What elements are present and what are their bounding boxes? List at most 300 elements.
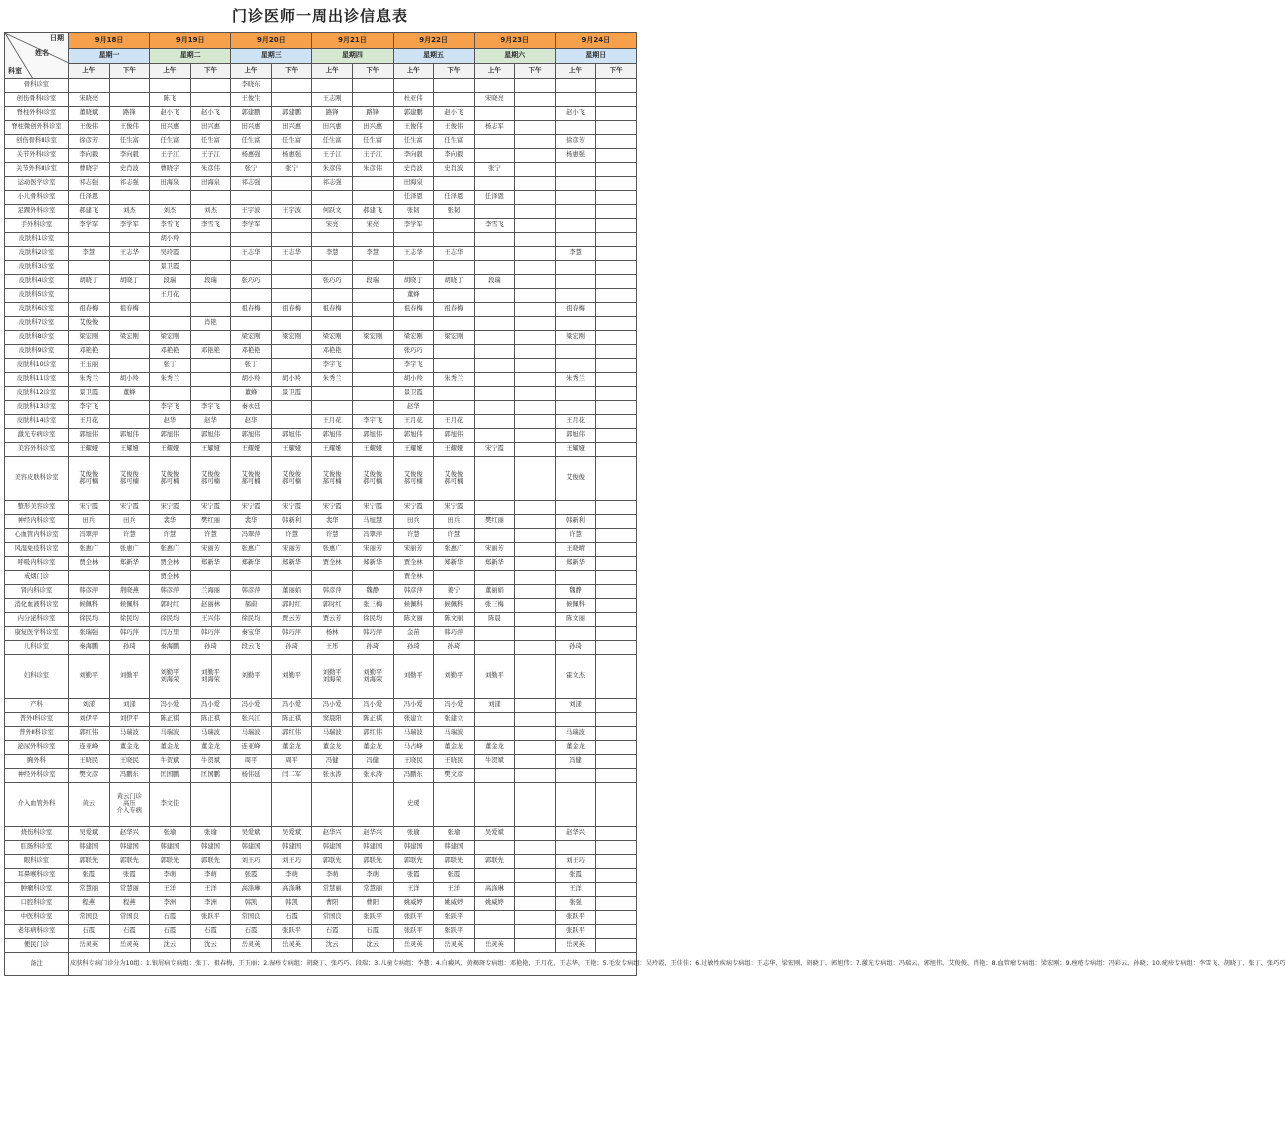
doctor-cell bbox=[515, 289, 556, 303]
doctor-cell: 宋宁霞 bbox=[312, 501, 353, 515]
table-row bbox=[5, 219, 637, 233]
doctor-cell bbox=[474, 303, 515, 317]
doctor-cell: 王耀娅 bbox=[231, 443, 272, 457]
date-header: 9月22日 bbox=[393, 33, 474, 49]
doctor-cell bbox=[555, 191, 596, 205]
doctor-cell: 赵丽林 bbox=[190, 599, 231, 613]
doctor-cell: 郭联先 bbox=[352, 855, 393, 869]
doctor-cell: 岳灵英 bbox=[109, 939, 150, 953]
doctor-name-line: 郝可楠 bbox=[119, 477, 139, 485]
doctor-cell: 景卫霞 bbox=[271, 387, 312, 401]
department-name: 整形美容诊室 bbox=[5, 501, 69, 515]
doctor-name-line: 郝可楠 bbox=[241, 477, 261, 485]
doctor-cell: 韩建国 bbox=[69, 841, 110, 855]
doctor-cell: 王晓民 bbox=[109, 755, 150, 769]
doctor-cell: 李晓东 bbox=[231, 79, 272, 93]
schedule-table bbox=[4, 32, 1286, 976]
doctor-cell: 王耀娅 bbox=[109, 443, 150, 457]
doctor-cell: 韩建国 bbox=[312, 841, 353, 855]
corner-name-label: 姓名 bbox=[35, 49, 49, 57]
doctor-cell bbox=[434, 261, 475, 275]
doctor-name-line: 高压 bbox=[123, 800, 136, 808]
doctor-cell: 陈文丽 bbox=[434, 613, 475, 627]
doctor-cell: 张永涛 bbox=[312, 769, 353, 783]
doctor-cell bbox=[596, 401, 637, 415]
table-row bbox=[5, 713, 637, 727]
doctor-cell bbox=[474, 373, 515, 387]
doctor-cell: 董金龙 bbox=[555, 741, 596, 755]
doctor-cell: 刘勤平 bbox=[109, 655, 150, 699]
doctor-cell: 冯翠萍 bbox=[231, 529, 272, 543]
doctor-cell: 常国良 bbox=[69, 911, 110, 925]
doctor-cell: 张强 bbox=[555, 897, 596, 911]
doctor-cell bbox=[596, 317, 637, 331]
doctor-cell: 许慧 bbox=[150, 529, 191, 543]
doctor-cell: 王月花 bbox=[393, 415, 434, 429]
doctor-cell bbox=[352, 303, 393, 317]
doctor-cell: 沈云 bbox=[190, 939, 231, 953]
doctor-cell: 郭旭伟 bbox=[190, 429, 231, 443]
doctor-cell: 刘杰 bbox=[109, 205, 150, 219]
doctor-cell: 景卫霞 bbox=[69, 387, 110, 401]
doctor-cell: 郑新华 bbox=[352, 557, 393, 571]
doctor-cell: 韩彦萍 bbox=[69, 585, 110, 599]
doctor-cell: 张跃平 bbox=[555, 925, 596, 939]
doctor-cell: 任生富 bbox=[231, 135, 272, 149]
doctor-cell: 霍文杰 bbox=[555, 655, 596, 699]
doctor-cell: 宋宁霞 bbox=[231, 501, 272, 515]
doctor-cell bbox=[596, 755, 637, 769]
doctor-cell: 李萌 bbox=[190, 869, 231, 883]
doctor-cell bbox=[231, 571, 272, 585]
doctor-cell bbox=[190, 233, 231, 247]
doctor-cell: 刘勤平 bbox=[434, 655, 475, 699]
doctor-cell: 李学军 bbox=[109, 219, 150, 233]
doctor-cell bbox=[352, 191, 393, 205]
doctor-cell: 秦海鹏 bbox=[150, 641, 191, 655]
doctor-cell: 张丁 bbox=[231, 359, 272, 373]
doctor-cell: 许慧 bbox=[312, 529, 353, 543]
date-header: 9月24日 bbox=[555, 33, 636, 49]
doctor-cell: 宋宁霞 bbox=[352, 501, 393, 515]
doctor-cell: 祖春梅 bbox=[271, 303, 312, 317]
doctor-cell: 韩巧萍 bbox=[190, 627, 231, 641]
doctor-cell: 曹阳 bbox=[352, 897, 393, 911]
doctor-cell: 马瑞波 bbox=[190, 727, 231, 741]
department-name: 普外Ⅱ科诊室 bbox=[5, 727, 69, 741]
doctor-cell: 王洋 bbox=[393, 883, 434, 897]
doctor-cell: 李学军 bbox=[69, 219, 110, 233]
department-name: 戒烟门诊 bbox=[5, 571, 69, 585]
doctor-cell: 裴华 bbox=[231, 515, 272, 529]
doctor-cell bbox=[515, 387, 556, 401]
doctor-cell: 朱秀兰 bbox=[150, 373, 191, 387]
doctor-cell: 宋宁霞 bbox=[109, 501, 150, 515]
doctor-cell: 韩巧萍 bbox=[434, 627, 475, 641]
doctor-cell: 孙琦 bbox=[271, 641, 312, 655]
doctor-cell bbox=[596, 79, 637, 93]
date-header: 9月23日 bbox=[474, 33, 555, 49]
doctor-name-line: 郝可楠 bbox=[322, 477, 342, 485]
doctor-cell: 李向毅 bbox=[434, 149, 475, 163]
doctor-cell: 王志华 bbox=[271, 247, 312, 261]
doctor-cell: 宋晓亮 bbox=[474, 93, 515, 107]
doctor-cell bbox=[515, 855, 556, 869]
doctor-name-line: 郝可楠 bbox=[201, 477, 220, 485]
doctor-cell bbox=[312, 191, 353, 205]
doctor-cell bbox=[352, 289, 393, 303]
department-name: 产科 bbox=[5, 699, 69, 713]
doctor-cell: 李学军 bbox=[231, 219, 272, 233]
doctor-cell bbox=[434, 93, 475, 107]
doctor-cell bbox=[515, 529, 556, 543]
doctor-cell: 郭旭伟 bbox=[555, 429, 596, 443]
doctor-cell bbox=[109, 289, 150, 303]
doctor-cell: 韩建国 bbox=[150, 841, 191, 855]
doctor-cell bbox=[434, 177, 475, 191]
doctor-cell: 祁志强 bbox=[69, 177, 110, 191]
doctor-cell bbox=[474, 529, 515, 543]
doctor-cell bbox=[596, 247, 637, 261]
department-name: 皮肤科14诊室 bbox=[5, 415, 69, 429]
doctor-cell bbox=[393, 317, 434, 331]
doctor-cell: 段瑞 bbox=[352, 275, 393, 289]
table-row bbox=[5, 783, 637, 827]
doctor-cell bbox=[312, 317, 353, 331]
department-name: 内分泌科诊室 bbox=[5, 613, 69, 627]
table-row bbox=[5, 121, 637, 135]
doctor-cell bbox=[109, 359, 150, 373]
doctor-cell: 祖春梅 bbox=[69, 303, 110, 317]
doctor-cell bbox=[312, 233, 353, 247]
department-name: 肛肠科诊室 bbox=[5, 841, 69, 855]
doctor-cell: 裴华 bbox=[312, 515, 353, 529]
doctor-cell bbox=[596, 443, 637, 457]
doctor-cell: 刘漾 bbox=[555, 699, 596, 713]
table-row bbox=[5, 415, 637, 429]
doctor-cell bbox=[515, 769, 556, 783]
doctor-cell: 董金龙 bbox=[474, 741, 515, 755]
doctor-cell: 杨伟延 bbox=[231, 769, 272, 783]
doctor-cell: 梁宏刚 bbox=[69, 331, 110, 345]
am-header: 上午 bbox=[231, 64, 272, 79]
doctor-cell: 景卫霞 bbox=[393, 387, 434, 401]
doctor-cell: 闫万里 bbox=[150, 627, 191, 641]
ampm-header-row bbox=[5, 64, 637, 79]
doctor-cell: 王耀娅 bbox=[352, 443, 393, 457]
doctor-cell: 路锋 bbox=[312, 107, 353, 121]
doctor-cell: 郑新华 bbox=[474, 557, 515, 571]
doctor-cell: 冯小爱 bbox=[231, 699, 272, 713]
doctor-cell: 王耀娅 bbox=[271, 443, 312, 457]
table-row bbox=[5, 501, 637, 515]
department-name: 耳鼻喉科诊室 bbox=[5, 869, 69, 883]
doctor-cell: 张跃平 bbox=[393, 911, 434, 925]
date-header: 9月19日 bbox=[150, 33, 231, 49]
doctor-cell: 孙琦 bbox=[393, 641, 434, 655]
doctor-cell bbox=[515, 727, 556, 741]
doctor-cell bbox=[555, 769, 596, 783]
table-row bbox=[5, 275, 637, 289]
am-header: 上午 bbox=[474, 64, 515, 79]
doctor-cell: 李宇飞 bbox=[352, 415, 393, 429]
doctor-cell: 张建立 bbox=[393, 713, 434, 727]
department-name: 介入血管外科 bbox=[5, 783, 69, 827]
doctor-cell: 裴华 bbox=[150, 515, 191, 529]
doctor-cell: 宋宁霞 bbox=[434, 501, 475, 515]
doctor-cell: 任泽恩 bbox=[69, 191, 110, 205]
doctor-cell: 刘漾 bbox=[109, 699, 150, 713]
pm-header: 下午 bbox=[352, 64, 393, 79]
doctor-cell: 王志华 bbox=[109, 247, 150, 261]
table-row bbox=[5, 429, 637, 443]
doctor-cell bbox=[109, 261, 150, 275]
doctor-cell: 吴玲霞 bbox=[150, 247, 191, 261]
doctor-cell: 王耀娅 bbox=[434, 443, 475, 457]
doctor-cell: 张丁 bbox=[150, 359, 191, 373]
doctor-cell: 陈正祺 bbox=[271, 713, 312, 727]
doctor-cell: 韩凯 bbox=[271, 897, 312, 911]
doctor-cell bbox=[596, 93, 637, 107]
doctor-cell bbox=[515, 627, 556, 641]
doctor-cell: 曹阳 bbox=[312, 897, 353, 911]
date-header: 9月20日 bbox=[231, 33, 312, 49]
doctor-cell: 郭联先 bbox=[474, 855, 515, 869]
department-name: 妇科诊室 bbox=[5, 655, 69, 699]
doctor-cell: 岳灵英 bbox=[271, 939, 312, 953]
doctor-cell: 郭联先 bbox=[190, 855, 231, 869]
doctor-cell bbox=[474, 769, 515, 783]
doctor-cell bbox=[515, 783, 556, 827]
doctor-cell: 董金龙 bbox=[352, 741, 393, 755]
doctor-cell bbox=[555, 219, 596, 233]
doctor-cell bbox=[515, 135, 556, 149]
doctor-cell bbox=[434, 317, 475, 331]
doctor-cell bbox=[515, 149, 556, 163]
doctor-cell: 张霞 bbox=[69, 869, 110, 883]
doctor-cell: 郑新华 bbox=[231, 557, 272, 571]
doctor-cell: 郭建鹏 bbox=[393, 107, 434, 121]
doctor-cell bbox=[190, 79, 231, 93]
doctor-cell: 李文佳 bbox=[150, 783, 191, 827]
doctor-cell: 魏静 bbox=[555, 585, 596, 599]
department-name: 创伤骨科Ⅱ诊室 bbox=[5, 135, 69, 149]
doctor-cell bbox=[515, 79, 556, 93]
doctor-cell: 郭旭伟 bbox=[352, 429, 393, 443]
doctor-cell bbox=[109, 457, 150, 501]
doctor-cell bbox=[596, 599, 637, 613]
doctor-cell bbox=[596, 415, 637, 429]
doctor-cell: 邓艳艳 bbox=[69, 345, 110, 359]
doctor-cell bbox=[474, 869, 515, 883]
doctor-cell: 吴爱斌 bbox=[231, 827, 272, 841]
doctor-cell: 祖春梅 bbox=[434, 303, 475, 317]
doctor-cell: 匡国鹏 bbox=[150, 769, 191, 783]
doctor-cell: 宋亮 bbox=[352, 219, 393, 233]
doctor-cell bbox=[555, 345, 596, 359]
doctor-cell: 郭时红 bbox=[312, 599, 353, 613]
doctor-cell: 周平 bbox=[271, 755, 312, 769]
doctor-cell: 陈文丽 bbox=[393, 613, 434, 627]
doctor-cell bbox=[271, 79, 312, 93]
doctor-cell: 韩新利 bbox=[555, 515, 596, 529]
doctor-cell: 候佩科 bbox=[393, 599, 434, 613]
doctor-cell: 宋丽芳 bbox=[190, 543, 231, 557]
doctor-cell bbox=[231, 233, 272, 247]
doctor-cell: 朱秀兰 bbox=[312, 373, 353, 387]
doctor-cell bbox=[474, 247, 515, 261]
table-row bbox=[5, 191, 637, 205]
doctor-cell bbox=[596, 275, 637, 289]
department-name: 皮肤科13诊室 bbox=[5, 401, 69, 415]
doctor-cell bbox=[515, 557, 556, 571]
doctor-cell: 常慧丽 bbox=[109, 883, 150, 897]
doctor-cell: 石霞 bbox=[150, 925, 191, 939]
doctor-cell bbox=[596, 191, 637, 205]
doctor-cell: 梁宏刚 bbox=[271, 331, 312, 345]
doctor-cell: 张巧巧 bbox=[231, 275, 272, 289]
doctor-cell: 贾全林 bbox=[150, 557, 191, 571]
doctor-cell: 韩建国 bbox=[434, 841, 475, 855]
corner-date-label: 日期 bbox=[50, 34, 64, 42]
doctor-cell bbox=[271, 401, 312, 415]
doctor-cell bbox=[434, 345, 475, 359]
department-name: 肿瘤科诊室 bbox=[5, 883, 69, 897]
doctor-cell: 候佩科 bbox=[109, 599, 150, 613]
doctor-cell bbox=[231, 261, 272, 275]
doctor-cell bbox=[596, 107, 637, 121]
doctor-cell: 田兴惠 bbox=[312, 121, 353, 135]
doctor-cell bbox=[474, 501, 515, 515]
doctor-cell bbox=[515, 457, 556, 501]
doctor-cell bbox=[474, 177, 515, 191]
doctor-cell bbox=[474, 401, 515, 415]
doctor-cell bbox=[231, 289, 272, 303]
doctor-cell: 郑新华 bbox=[555, 557, 596, 571]
doctor-cell bbox=[109, 783, 150, 827]
doctor-cell: 马瑞波 bbox=[393, 727, 434, 741]
doctor-cell: 岳灵英 bbox=[69, 939, 110, 953]
doctor-cell: 郭旭伟 bbox=[150, 429, 191, 443]
doctor-cell bbox=[474, 261, 515, 275]
doctor-cell: 徐民均 bbox=[352, 613, 393, 627]
doctor-name-line: 郝可楠 bbox=[363, 477, 383, 485]
doctor-cell: 王子江 bbox=[312, 149, 353, 163]
doctor-cell: 李向毅 bbox=[69, 149, 110, 163]
doctor-cell: 史肖波 bbox=[109, 163, 150, 177]
doctor-cell: 刘漾 bbox=[474, 699, 515, 713]
doctor-cell bbox=[596, 529, 637, 543]
table-row bbox=[5, 163, 637, 177]
doctor-cell bbox=[109, 191, 150, 205]
doctor-cell: 岳灵英 bbox=[555, 939, 596, 953]
doctor-cell bbox=[474, 641, 515, 655]
doctor-name-line: 刘勤平 bbox=[322, 668, 342, 676]
doctor-cell bbox=[271, 93, 312, 107]
doctor-cell: 韩凯 bbox=[231, 897, 272, 911]
doctor-cell: 宋晓亮 bbox=[69, 93, 110, 107]
doctor-cell: 郭时红 bbox=[150, 599, 191, 613]
doctor-cell: 张瑜 bbox=[393, 827, 434, 841]
table-row bbox=[5, 911, 637, 925]
pm-header: 下午 bbox=[434, 64, 475, 79]
doctor-cell: 石霞 bbox=[69, 925, 110, 939]
doctor-cell: 常慧丽 bbox=[352, 883, 393, 897]
doctor-cell: 杨惠强 bbox=[231, 149, 272, 163]
department-name: 皮肤科7诊室 bbox=[5, 317, 69, 331]
doctor-cell bbox=[109, 345, 150, 359]
doctor-cell bbox=[555, 275, 596, 289]
doctor-cell: 梁宏刚 bbox=[231, 331, 272, 345]
doctor-cell bbox=[271, 275, 312, 289]
doctor-cell: 张三梅 bbox=[352, 599, 393, 613]
doctor-cell: 韩巧萍 bbox=[352, 627, 393, 641]
doctor-name-line: 刘勤平 bbox=[201, 668, 220, 676]
doctor-cell: 匡国鹏 bbox=[190, 769, 231, 783]
doctor-cell: 张三梅 bbox=[474, 599, 515, 613]
doctor-cell bbox=[555, 177, 596, 191]
doctor-cell bbox=[515, 599, 556, 613]
doctor-cell bbox=[555, 121, 596, 135]
doctor-cell: 张巧巧 bbox=[312, 275, 353, 289]
doctor-cell bbox=[69, 261, 110, 275]
doctor-cell: 杜亚伟 bbox=[393, 93, 434, 107]
doctor-cell: 马瑞波 bbox=[312, 727, 353, 741]
doctor-cell bbox=[596, 585, 637, 599]
doctor-cell bbox=[596, 289, 637, 303]
doctor-cell bbox=[596, 557, 637, 571]
doctor-cell: 石霞 bbox=[109, 925, 150, 939]
doctor-cell: 田兵 bbox=[393, 515, 434, 529]
doctor-cell: 李洲 bbox=[150, 897, 191, 911]
doctor-cell: 史肖波 bbox=[434, 163, 475, 177]
doctor-cell: 郭红伟 bbox=[69, 727, 110, 741]
doctor-cell bbox=[515, 543, 556, 557]
doctor-cell: 岳灵英 bbox=[231, 939, 272, 953]
doctor-cell: 赵华兴 bbox=[555, 827, 596, 841]
doctor-cell bbox=[150, 655, 191, 699]
doctor-cell bbox=[271, 289, 312, 303]
doctor-cell: 祁志强 bbox=[231, 177, 272, 191]
doctor-cell: 祖春梅 bbox=[109, 303, 150, 317]
doctor-cell: 姜宁 bbox=[434, 585, 475, 599]
doctor-name-line: 刘海荣 bbox=[322, 675, 342, 683]
doctor-cell: 李萌 bbox=[352, 869, 393, 883]
doctor-cell bbox=[190, 655, 231, 699]
doctor-cell bbox=[352, 457, 393, 501]
doctor-cell bbox=[555, 783, 596, 827]
table-row bbox=[5, 303, 637, 317]
doctor-cell: 祖春梅 bbox=[555, 303, 596, 317]
doctor-cell: 王志刚 bbox=[312, 93, 353, 107]
doctor-cell: 张惠广 bbox=[231, 543, 272, 557]
doctor-cell: 樊文彦 bbox=[434, 769, 475, 783]
doctor-cell: 许慧 bbox=[271, 529, 312, 543]
doctor-cell bbox=[190, 303, 231, 317]
doctor-cell bbox=[596, 457, 637, 501]
department-name: 皮肤科8诊室 bbox=[5, 331, 69, 345]
doctor-cell bbox=[434, 289, 475, 303]
table-row bbox=[5, 883, 637, 897]
doctor-name-line: 介入专病 bbox=[116, 806, 142, 814]
doctor-cell: 刘杰 bbox=[190, 205, 231, 219]
doctor-cell: 宋宁霞 bbox=[190, 501, 231, 515]
doctor-cell bbox=[515, 939, 556, 953]
doctor-cell: 王耀娅 bbox=[69, 443, 110, 457]
doctor-cell bbox=[596, 855, 637, 869]
table-row bbox=[5, 855, 637, 869]
footer-label: 备注 bbox=[5, 953, 69, 976]
